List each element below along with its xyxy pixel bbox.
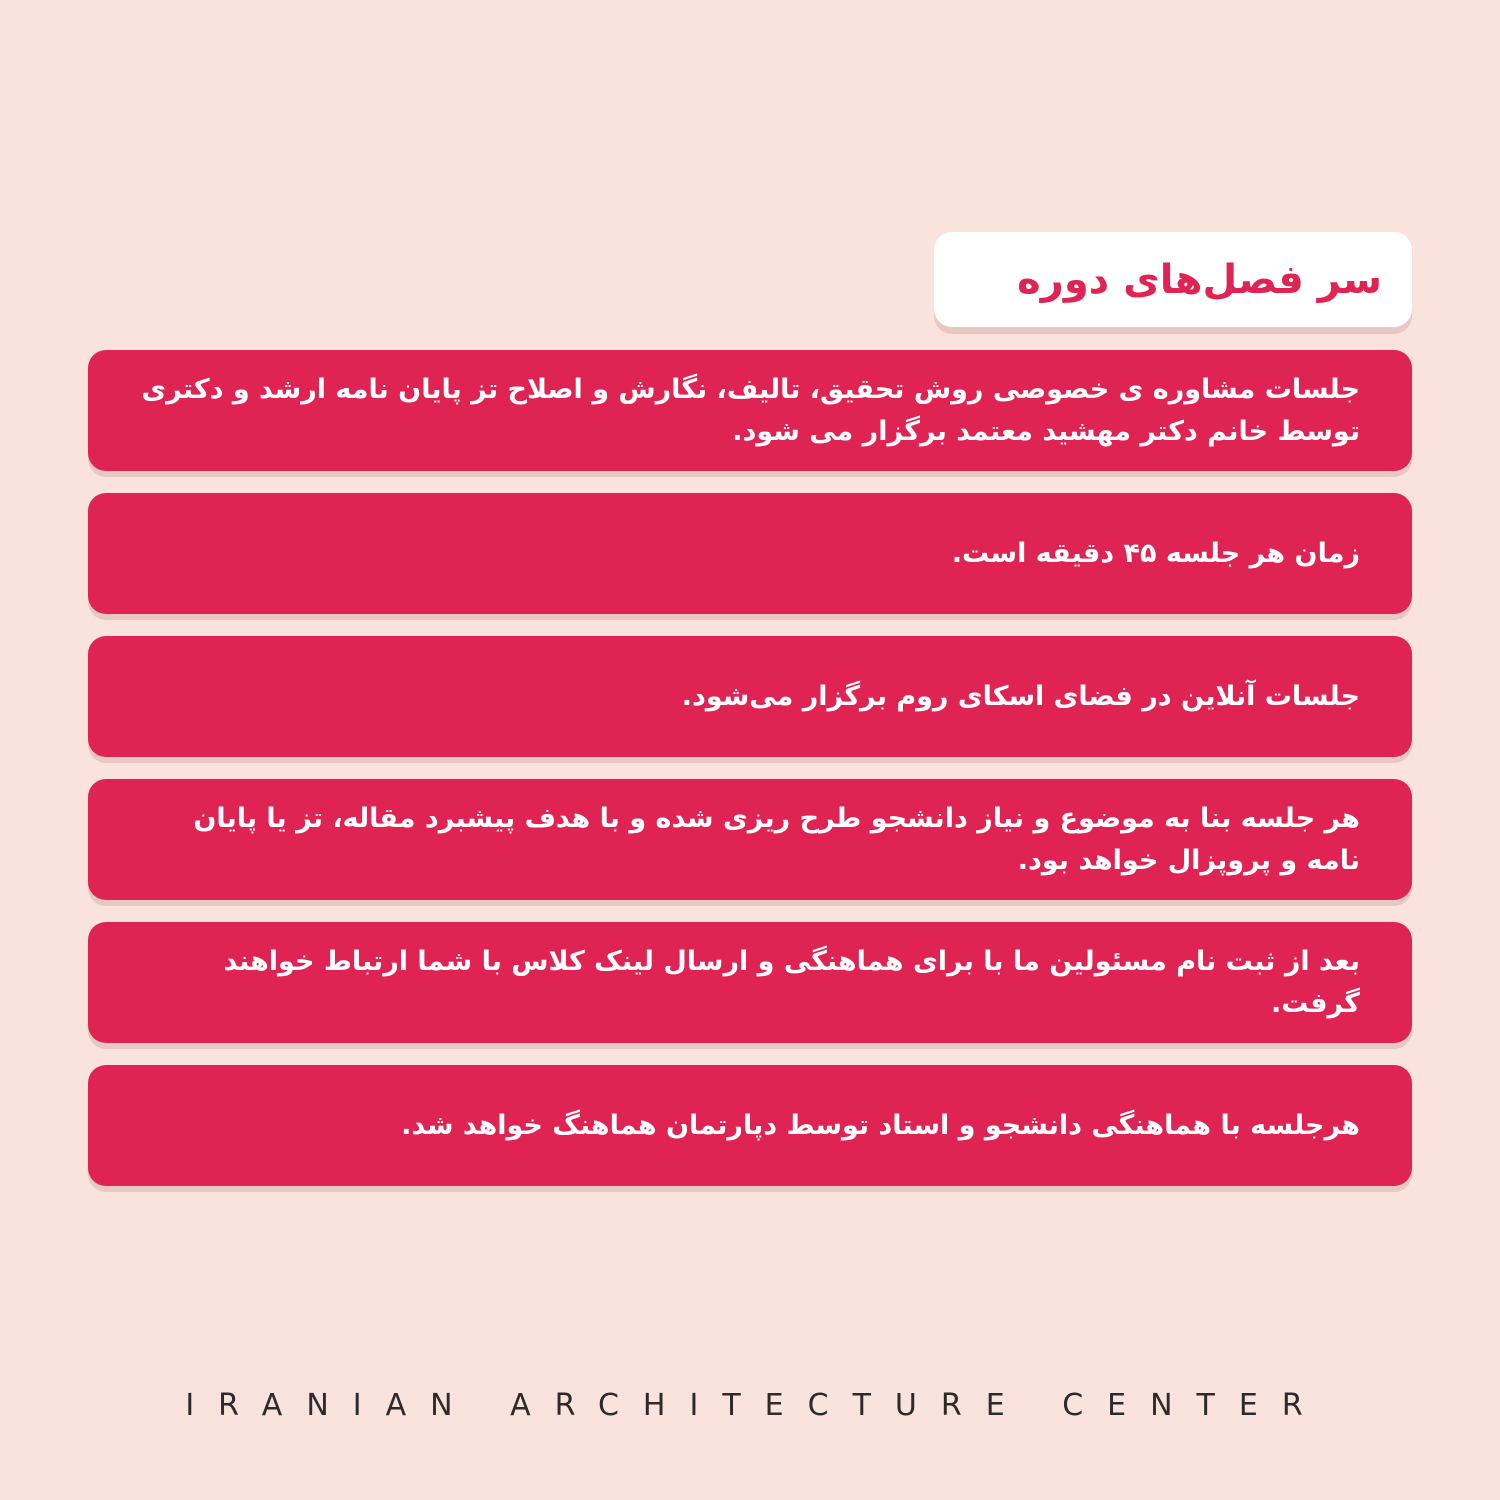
topic-text-3: جلسات آنلاین در فضای اسکای روم برگزار می‌شود. <box>681 680 1360 712</box>
topic-text-4: هر جلسه بنا به موضوع و نیاز دانشجو طرح ریزی شده و با هدف پیشبرد مقاله، تز یا پایان نامه و پروپزال خواهد بود. <box>193 802 1360 876</box>
topic-text-2: زمان هر جلسه ۴۵ دقیقه است. <box>951 537 1360 569</box>
topic-card-5 <box>88 922 1412 1043</box>
topic-card-2 <box>88 493 1412 614</box>
footer-brand-text: IRANIAN ARCHITECTURE CENTER <box>185 1388 1327 1423</box>
topic-card-6 <box>88 1065 1412 1186</box>
course-topics-header <box>934 232 1412 327</box>
topic-text-1: جلسات مشاوره ی خصوصی روش تحقیق، تالیف، نگارش و اصلاح تز پایان نامه ارشد و دکتری توسط خانم دکتر مهشید معتمد برگزار می شود. <box>141 373 1360 447</box>
topic-text-6: هرجلسه با هماهنگی دانشجو و استاد توسط دپارتمان هماهنگ خواهد شد. <box>401 1109 1360 1141</box>
topic-card-3 <box>88 636 1412 757</box>
topic-card-1 <box>88 350 1412 471</box>
topic-text-5: بعد از ثبت نام مسئولین ما با برای هماهنگی و ارسال لینک کلاس با شما ارتباط خواهند گرفت. <box>223 945 1360 1019</box>
topic-card-4 <box>88 779 1412 900</box>
page-title: سر فصل‌های دوره <box>1017 256 1382 303</box>
